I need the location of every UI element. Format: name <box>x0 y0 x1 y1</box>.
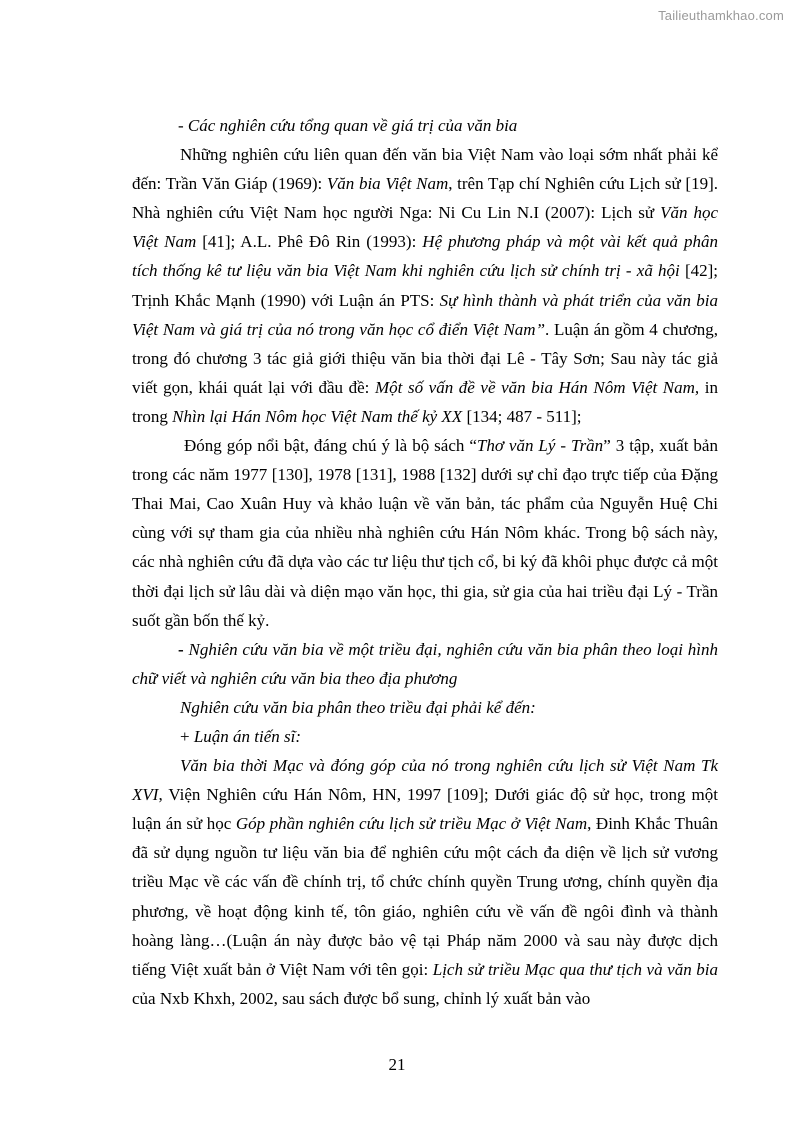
italic-text: Văn bia Việt Nam <box>326 174 449 194</box>
text-run: , Viện Nghiên cứu Hán Nôm, HN, 1997 [109]; Dưới giác độ sử học, trong một luận án sử học <box>132 785 718 834</box>
text-run: in trong <box>132 377 718 426</box>
watermark-text: Tailieuthamkhao.com <box>658 8 784 23</box>
italic-text: Góp phần nghiên cứu lịch sử triều Mạc ở Việt Nam <box>235 814 588 834</box>
paragraph <box>132 722 718 751</box>
italic-text: Một số vấn đề về văn bia Hán Nôm Việt Nam, <box>374 377 700 397</box>
text-run: của Nxb Khxh, 2002, sau sách được bổ sung, chỉnh lý xuất bản vào <box>132 988 591 1008</box>
text-run: + <box>180 726 194 746</box>
italic-text: Các nghiên cứu tổng quan về giá trị của văn bia <box>187 116 518 135</box>
document-body <box>132 111 718 1013</box>
italic-text: Luận án tiến sĩ: <box>193 726 302 746</box>
italic-text: Lịch sử triều Mạc qua thư tịch và văn bia <box>432 959 718 979</box>
italic-text: Văn bia thời Mạc và đóng góp của nó trong nghiên cứu lịch sử Việt Nam Tk XVI <box>132 756 718 805</box>
text-run: Những nghiên cứu liên quan đến văn bia Việt Nam vào loại sớm nhất phải kể đến: Trần Văn Giáp (1969): <box>132 145 718 194</box>
text-run: [41]; A.L. Phê Đô Rin (1993): <box>196 232 423 252</box>
paragraph <box>132 751 718 1013</box>
text-run: [42]; Trịnh Khắc Mạnh (1990) với Luận án PTS: <box>132 261 718 310</box>
text-run: , trên Tạp chí Nghiên cứu Lịch sử [19]. Nhà nghiên cứu Việt Nam học người Nga: Ni Cu Lin N.I (2007): Lịch sử <box>132 174 718 223</box>
text-run: [134; 487 - 511]; <box>462 406 582 426</box>
text-run: - <box>178 116 188 135</box>
italic-text: Nghiên cứu văn bia phân theo triều đại phải kể đến: <box>180 697 536 717</box>
page-number: 21 <box>388 1055 406 1074</box>
paragraph <box>132 693 718 722</box>
italic-text: Hệ phương pháp và một vài kết quả phân tích thống kê tư liệu văn bia Việt Nam khi nghiên cứu lịch sử chính trị - xã hội <box>132 232 718 281</box>
italic-text: Sự hình thành và phát triển của văn bia Việt Nam và giá trị của nó trong văn học cổ điển Việt Nam” <box>132 290 718 339</box>
italic-text: Nhìn lại Hán Nôm học Việt Nam thế kỷ XX <box>172 406 463 426</box>
paragraph <box>132 635 718 693</box>
text-run: - <box>178 639 189 659</box>
italic-text: Nghiên cứu văn bia về một triều đại, nghiên cứu văn bia phân theo loại hình chữ viết và nghiên cứu văn bia theo địa phương <box>132 639 718 688</box>
italic-text: Thơ văn Lý - Trần <box>476 436 604 456</box>
paragraph <box>132 431 718 635</box>
text-run: ” 3 tập, xuất bản trong các năm 1977 [130], 1978 [131], 1988 [132] dưới sự chỉ đạo trực tiếp của Đặng Thai Mai, Cao Xuân Huy và khảo luận về văn bản, tác phẩm của Nguyễn Huệ Chi cùng với sự tham gia của nhiều nhà nghiên cứu Hán Nôm khác. Trong bộ sách này, các nhà nghiên cứu đã dựa vào các tư liệu thư tịch cổ, bi ký đã khôi phục được cả một thời đại lịch sử lâu dài và diện mạo văn học, thi gia, sử gia của hai triều đại Lý - Trần suốt gần bốn thế kỷ. <box>132 436 718 630</box>
paragraph <box>132 140 718 431</box>
paragraph <box>132 111 718 140</box>
text-run: . Luận án gồm 4 chương, trong đó chương 3 tác giả giới thiệu văn bia thời đại Lê - Tây Sơn; Sau này tác giả viết gọn, khái quát lại với đầu đề: <box>132 319 719 397</box>
italic-text: Văn học Việt Nam <box>132 203 718 252</box>
text-run: , Đinh Khắc Thuân đã sử dụng nguồn tư liệu văn bia để nghiên cứu một cách đa diện về lịch sử vương triều Mạc về các vấn đề chính trị, tổ chức chính quyền Trung ương, chính quyền địa phương, về hoạt động kinh tế, tôn giáo, nghiên cứu về vấn đề ngôi đình và thành hoàng làng…(Luận án này được bảo vệ tại Pháp năm 2000 và sau này được dịch tiếng Việt xuất bản ở Việt Nam với tên gọi: <box>132 814 718 979</box>
text-run: Đóng góp nổi bật, đáng chú ý là bộ sách “ <box>184 436 477 456</box>
